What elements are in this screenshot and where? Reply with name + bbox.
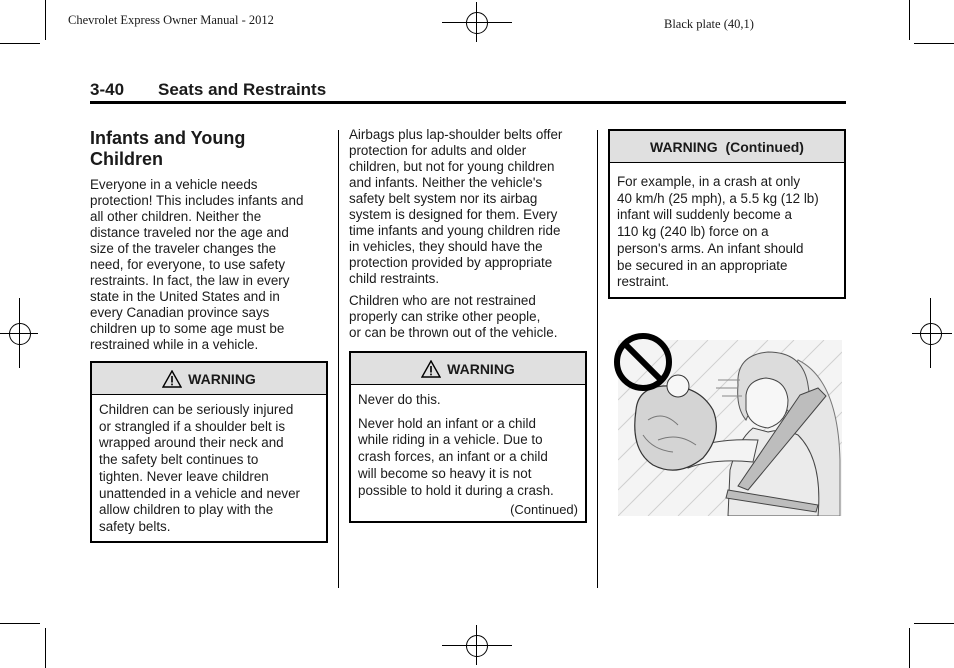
warning-paragraph: Never do this. [358,392,441,407]
text-line: protection for adults and older [349,143,527,158]
warning-title: WARNING [188,370,256,387]
column-divider [338,130,339,588]
text-line: For example, in a crash at only [617,174,801,189]
heading-line: Children [90,149,164,169]
warning-paragraph [358,416,578,500]
text-line: the safety belt continues to [99,452,259,468]
warning-header [610,131,844,163]
intro-paragraph [90,177,330,353]
text-line: protection provided by appropriate [349,255,553,270]
text-line: Never hold an infant or a child [358,415,536,431]
text-line: system is designed for them. Every [349,207,558,222]
plate-label: Black plate (40,1) [664,17,754,31]
text-line: possible to hold it during a crash. [358,482,554,498]
warning-header [351,353,585,385]
crop-mark [914,623,954,624]
warning-body [610,163,844,291]
text-line: 40 km/h (25 mph), a 5.5 kg (12 lb) [617,190,819,206]
no-symbol-icon [612,331,674,393]
continued-label: (Continued) [510,502,578,518]
warning-box-continued [608,129,846,299]
text-line: infant will suddenly become a [617,207,792,223]
crop-mark [914,43,954,44]
text-line: while riding in a vehicle. Due to [358,432,543,448]
text-line: restraints. In fact, the law in every [90,273,290,288]
text-line: child restraints. [349,271,440,286]
crop-mark [909,628,910,668]
text-line: will become so heavy it is not [358,465,532,481]
warning-title: WARNING (Continued) [650,138,804,155]
document-title: Chevrolet Express Owner Manual - 2012 [68,13,274,27]
crop-mark [0,43,40,44]
warning-body [92,395,326,536]
warning-title: WARNING [447,360,515,377]
page-number: 3-40 [90,80,125,99]
text-line: be secured in an appropriate [617,257,788,273]
column-divider [597,130,598,588]
text-line: allow children to play with the [99,502,274,518]
text-line: 110 kg (240 lb) force on a [617,224,769,240]
text-line: every Canadian province says [90,305,270,320]
text-line: Children can be seriously injured [99,402,294,417]
restraint-paragraph [349,293,589,341]
text-line: time infants and young children ride [349,223,561,238]
text-line: state in the United States and in [90,289,280,304]
text-line: unattended in a vehicle and never [99,485,301,501]
subsection-heading [90,128,330,170]
text-line: need, for everyone, to use safety [90,257,286,272]
text-line: wrapped around their neck and [99,435,284,451]
text-line: protection! This includes infants and [90,193,304,208]
warning-box-strangle [90,361,328,543]
crop-mark [0,623,40,624]
heading-line: Infants and Young [90,128,246,148]
warning-triangle-icon [421,360,441,378]
text-line: tighten. Never leave children [99,468,269,484]
text-line: distance traveled nor the age and [90,225,289,240]
text-line: in vehicles, they should have the [349,239,543,254]
text-line: restrained while in a vehicle. [90,337,259,352]
section-title: Seats and Restraints [158,80,327,99]
text-line: restraint. [617,274,670,290]
text-line: children up to some age must be [90,321,285,336]
text-line: safety belts. [99,518,171,534]
airbag-paragraph [349,127,589,287]
warning-box-holding [349,351,587,523]
text-line: crash forces, an infant or a child [358,449,548,465]
crop-mark [45,628,46,668]
text-line: children, but not for young children [349,159,555,174]
text-line: Children who are not restrained [349,293,536,308]
warning-header [92,363,326,395]
text-line: all other children. Neither the [90,209,262,224]
text-line: Everyone in a vehicle needs [90,177,258,192]
crop-mark [909,0,910,40]
warning-body [351,385,585,519]
text-line: person's arms. An infant should [617,240,804,256]
crop-mark [45,0,46,40]
text-line: or can be thrown out of the vehicle. [349,325,558,340]
text-line: and infants. Neither the vehicle's [349,175,543,190]
section-rule [90,101,846,104]
text-line: safety belt system nor its airbag [349,191,538,206]
warning-triangle-icon [162,370,182,388]
text-line: Airbags plus lap-shoulder belts offer [349,127,563,142]
text-line: size of the traveler changes the [90,241,277,256]
text-line: or strangled if a shoulder belt is [99,418,286,434]
text-line: properly can strike other people, [349,309,541,324]
